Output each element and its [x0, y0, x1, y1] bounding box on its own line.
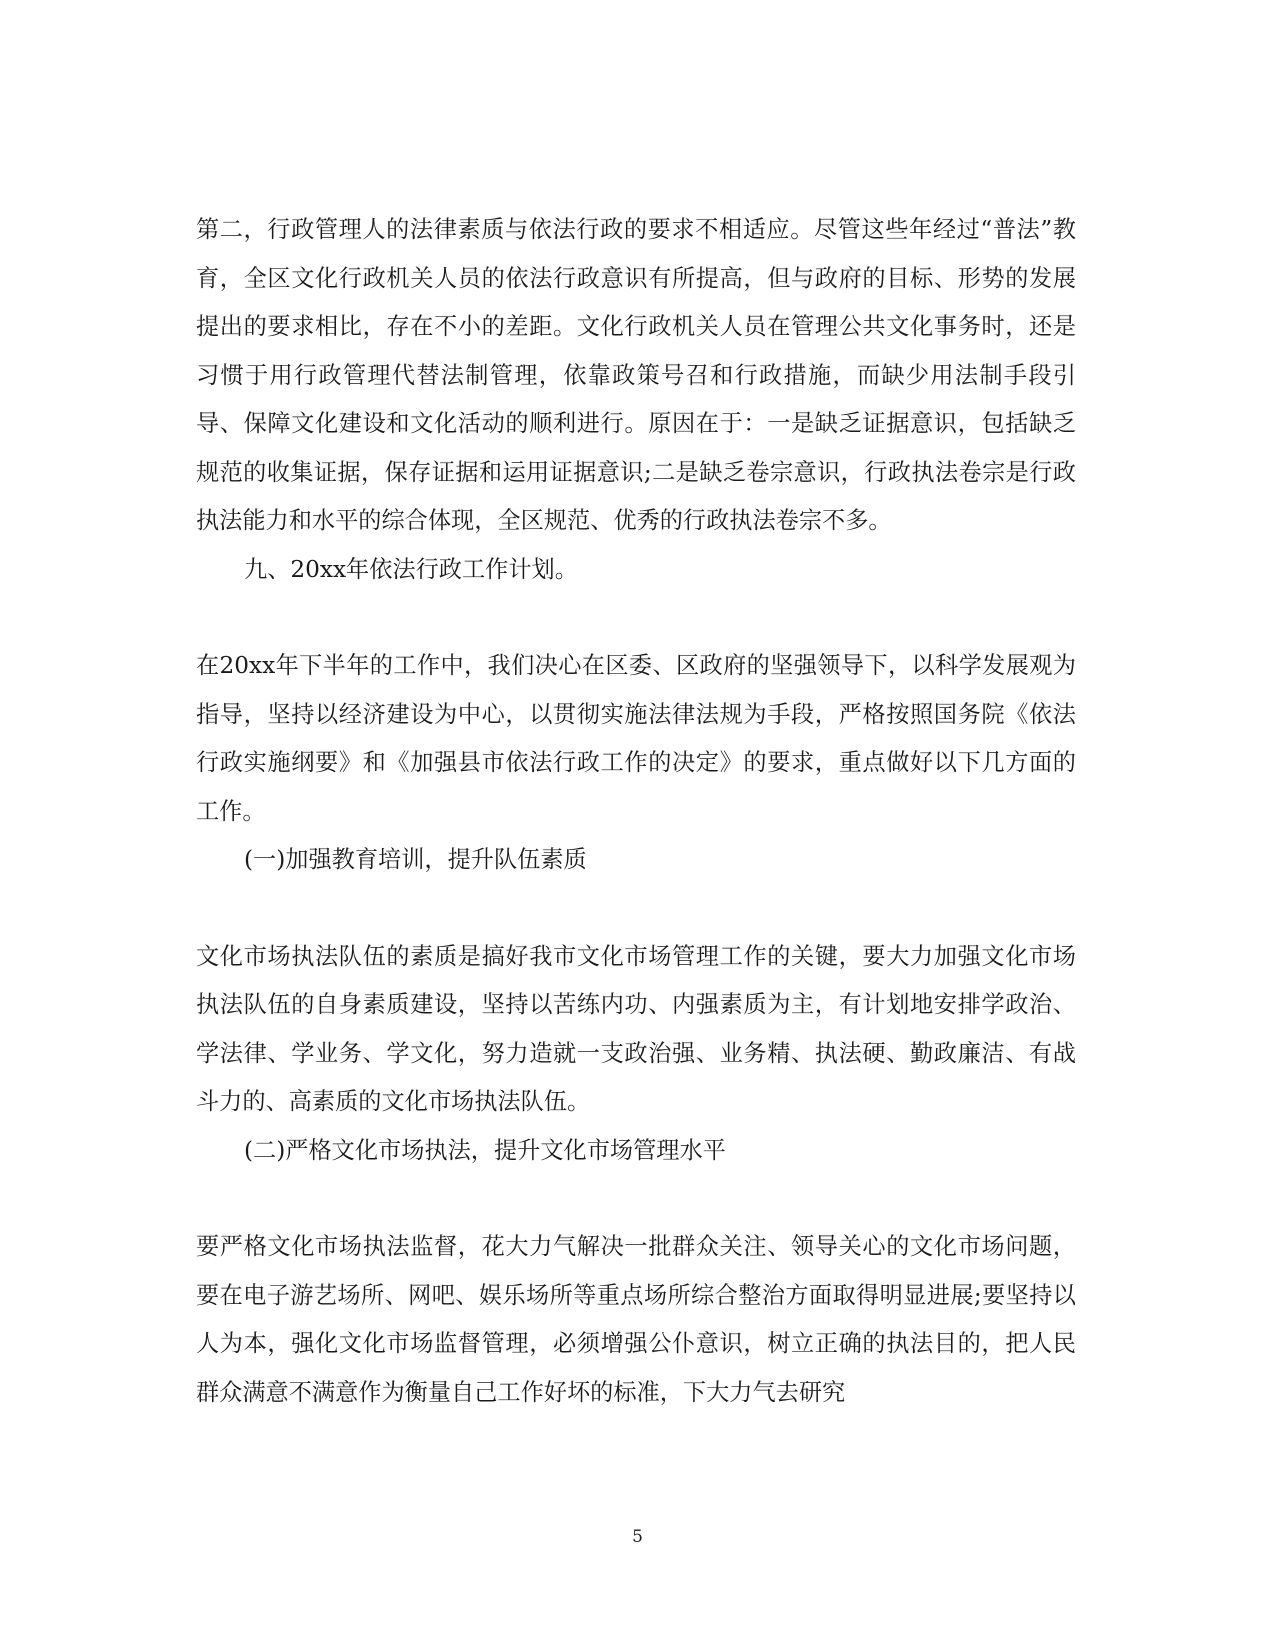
- subheading-education-training: (一)加强教育培训，提升队伍素质: [244, 846, 587, 873]
- page-number: 5: [632, 1527, 643, 1547]
- paragraph-work-plan-intro: 在20xx年下半年的工作中，我们决心在区委、区政府的坚强领导下，以科学发展观为指导，坚持以经济建设为中心，以贯彻实施法律法规为手段，严格按照国务院《依法行政实施纲要》和《加强县市依法行政工作的决定》的要求，重点做好以下几方面的工作。: [196, 652, 1076, 825]
- spacer: [196, 1175, 1076, 1223]
- spacer: [196, 885, 1076, 933]
- paragraph-market-supervision: 要严格文化市场执法监督，花大力气解决一批群众关注、领导关心的文化市场问题，要在电子游艺场所、网吧、娱乐场所等重点场所综合整治方面取得明显进展;要坚持以人为本，强化文化市场监督管理，必须增强公仆意识，树立正确的执法目的，把人民群众满意不满意作为衡量自己工作好坏的标准，下大力气去研究: [196, 1233, 1076, 1406]
- document-body: [196, 206, 1076, 1417]
- paragraph-legal-quality: 第二，行政管理人的法律素质与依法行政的要求不相适应。尽管这些年经过“普法”教育，全区文化行政机关人员的依法行政意识有所提高，但与政府的目标、形势的发展提出的要求相比，存在不小的差距。文化行政机关人员在管理公共文化事务时，还是习惯于用行政管理代替法制管理，依靠政策号召和行政措施，而缺少用法制手段引导、保障文化建设和文化活动的顺利进行。原因在于：一是缺乏证据意识，包括缺乏规范的收集证据，保存证据和运用证据意识;二是缺乏卷宗意识，行政执法卷宗是行政执法能力和水平的综合体现，全区规范、优秀的行政执法卷宗不多。: [196, 216, 1076, 534]
- paragraph-team-quality: 文化市场执法队伍的素质是搞好我市文化市场管理工作的关键，要大力加强文化市场执法队伍的自身素质建设，坚持以苦练内功、内强素质为主，有计划地安排学政治、学法律、学业务、学文化，努力造就一支政治强、业务精、执法硬、勤政廉洁、有战斗力的、高素质的文化市场执法队伍。: [196, 942, 1076, 1115]
- section-heading-work-plan: 九、20xx年依法行政工作计划。: [244, 555, 578, 583]
- spacer: [196, 594, 1076, 642]
- subheading-market-enforcement: (二)严格文化市场执法，提升文化市场管理水平: [244, 1136, 726, 1164]
